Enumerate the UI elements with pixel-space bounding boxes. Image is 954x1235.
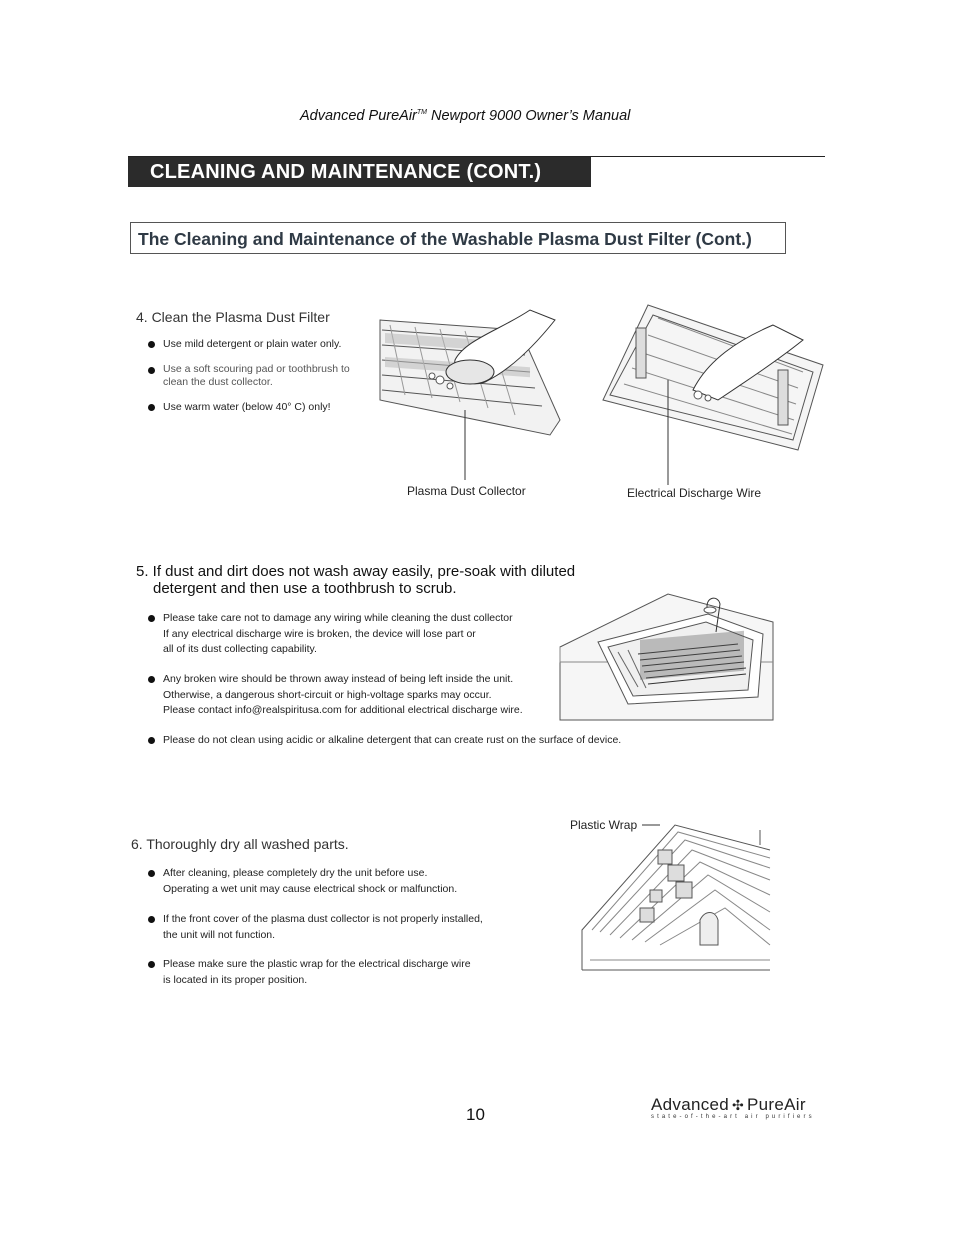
step6-title: 6. Thoroughly dry all washed parts. xyxy=(131,836,349,852)
dust-collector-illustration xyxy=(370,300,570,485)
logo-word-pureair: PureAir xyxy=(747,1095,806,1114)
step4-bullet-2-line2: clean the dust collector. xyxy=(163,375,273,388)
logo-mark-icon: ✣ xyxy=(732,1097,745,1113)
manual-header xyxy=(300,108,630,124)
plastic-wrap-label: Plastic Wrap xyxy=(570,818,638,832)
step4-bullet-2 xyxy=(148,363,350,388)
step5-bullet-1-line3: all of its dust collecting capability. xyxy=(163,643,317,655)
step5-bullet-1-line2: If any electrical discharge wire is broken, the device will lose part or xyxy=(163,627,476,640)
step6-bullet-3-line2: is located in its proper position. xyxy=(163,973,308,986)
electrical-discharge-wire-label: Electrical Discharge Wire xyxy=(627,486,762,500)
step4-title: 4. Clean the Plasma Dust Filter xyxy=(136,309,330,325)
sink-soak-illustration xyxy=(558,592,774,722)
step6-bullet-1-line2: Operating a wet unit may cause electrical shock or malfunction. xyxy=(163,882,458,895)
step5-title-line2: detergent and then use a toothbrush to scrub. xyxy=(153,580,457,597)
step5-bullet-3 xyxy=(148,733,621,749)
step6-bullet-3 xyxy=(148,957,471,988)
brand-logo xyxy=(651,1094,827,1126)
step5-bullet-2-line1: Any broken wire should be thrown away instead of being left inside the unit. xyxy=(163,673,514,685)
step5-bullet-1 xyxy=(148,611,513,658)
step4-bullet-1-text: Use mild detergent or plain water only. xyxy=(163,338,342,350)
step5-title-line1: 5. If dust and dirt does not wash away easily, pre-soak with diluted xyxy=(136,563,576,580)
step4-bullet-1 xyxy=(148,337,341,353)
step5-bullet-3-text: Please do not clean using acidic or alkaline detergent that can create rust on the surface of device. xyxy=(163,734,622,746)
plastic-wrap-illustration xyxy=(580,820,774,975)
logo-tagline: state-of-the-art air purifiers xyxy=(651,1114,815,1120)
discharge-wire-illustration xyxy=(598,300,828,485)
step5-bullet-2-line2: Otherwise, a dangerous short-circuit or high-voltage sparks may occur. xyxy=(163,688,492,701)
step6-bullet-3-line1: Please make sure the plastic wrap for the electrical discharge wire xyxy=(163,958,471,970)
header-title-pre: Advanced PureAir xyxy=(300,108,417,124)
trademark-mark: TM xyxy=(416,109,427,117)
step6-bullet-1-line1: After cleaning, please completely dry the unit before use. xyxy=(163,867,428,879)
section-title: CLEANING AND MAINTENANCE (CONT.) xyxy=(128,157,591,187)
step5-bullet-1-line1: Please take care not to damage any wiring while cleaning the dust collector xyxy=(163,612,513,624)
step5-title xyxy=(136,563,575,597)
step4-bullet-2-line1: Use a soft scouring pad or toothbrush to xyxy=(163,363,350,375)
step5-bullet-2 xyxy=(148,672,523,719)
header-title-post: Newport 9000 Owner’s Manual xyxy=(426,108,631,124)
step6-bullet-1 xyxy=(148,866,457,897)
step6-bullet-2 xyxy=(148,912,483,943)
step6-bullet-2-line2: the unit will not function. xyxy=(163,928,276,941)
step4-bullet-3 xyxy=(148,400,331,416)
subsection-title: The Cleaning and Maintenance of the Washable Plasma Dust Filter (Cont.) xyxy=(130,222,786,254)
plasma-dust-collector-label: Plasma Dust Collector xyxy=(407,484,526,498)
page-number: 10 xyxy=(466,1105,485,1124)
step6-bullet-2-line1: If the front cover of the plasma dust collector is not properly installed, xyxy=(163,913,483,925)
logo-word-advanced: Advanced xyxy=(651,1095,730,1114)
step5-bullet-2-line3: Please contact info@realspiritusa.com for additional electrical discharge wire. xyxy=(163,704,523,716)
step4-bullet-3-text: Use warm water (below 40° C) only! xyxy=(163,401,331,413)
